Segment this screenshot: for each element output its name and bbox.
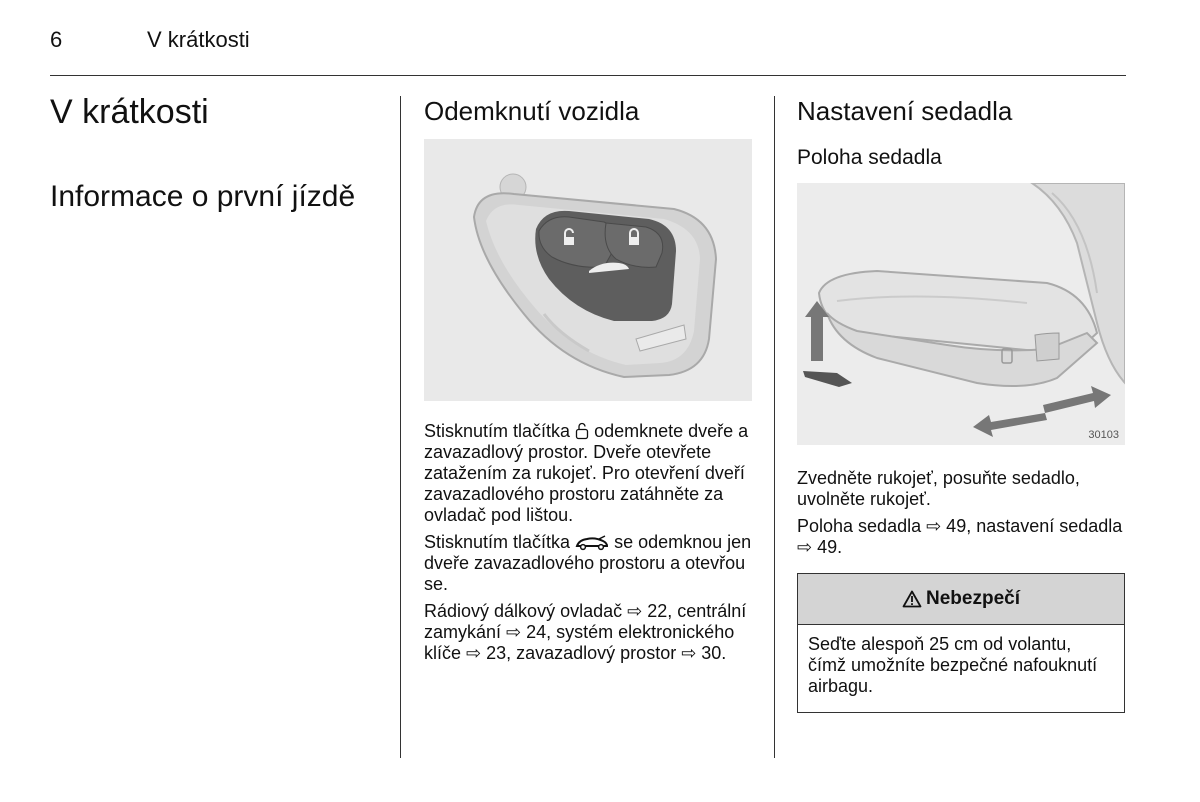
seat-adjustment-illustration [797, 183, 1125, 445]
seat-paragraph-2: Poloha sedadla ⇨ 49, nastavení sedadla ⇨ 49. [797, 516, 1123, 557]
warning-box [797, 573, 1125, 713]
section-heading-unlock: Odemknutí vozidla [424, 96, 640, 126]
warning-title: Nebezpečí [926, 588, 1020, 609]
warning-triangle-icon [902, 590, 922, 608]
column-divider [774, 96, 775, 758]
column-divider [400, 96, 401, 758]
running-title: V krátkosti [147, 27, 250, 52]
header-rule [50, 75, 1126, 76]
warning-header [798, 574, 1124, 625]
unlock-instructions [424, 421, 756, 670]
unlock-paragraph-2: Stisknutím tlačítka se odemknou jen dveře zavazadlového prostoru a otevřou se. [424, 532, 752, 594]
section-title: Informace o první jízdě [50, 180, 356, 213]
warning-text: Seďte alespoň 25 cm od volantu, čímž umožníte bezpečné nafouknutí airbagu. [808, 634, 1098, 696]
seat-paragraph-1: Zvedněte rukojeť, posuňte sedadlo, uvolněte rukojeť. [797, 468, 1080, 509]
figure-number: 30103 [1088, 429, 1119, 441]
unlock-paragraph-3: Rádiový dálkový ovladač ⇨ 22, centrální zamykání ⇨ 24, systém elektronického klíče ⇨ 23, zavazadlový prostor ⇨ 30. [424, 601, 747, 663]
subheading-seat-position: Poloha sedadla [797, 146, 942, 169]
unlock-paragraph-1: Stisknutím tlačítka odemknete dveře a zavazadlový prostor. Dveře otevřete zatažením za rukojeť. Pro otevření dveří zavazadlového prostoru zatáhněte za ovladač pod lištou. [424, 421, 749, 525]
chapter-title: V krátkosti [50, 93, 209, 131]
seat-instructions [797, 468, 1127, 564]
trunk-icon [575, 535, 609, 551]
section-heading-seat: Nastavení sedadla [797, 96, 1013, 126]
flip-key-illustration [424, 139, 752, 401]
page-number: 6 [50, 27, 63, 52]
unlock-icon [575, 422, 589, 440]
